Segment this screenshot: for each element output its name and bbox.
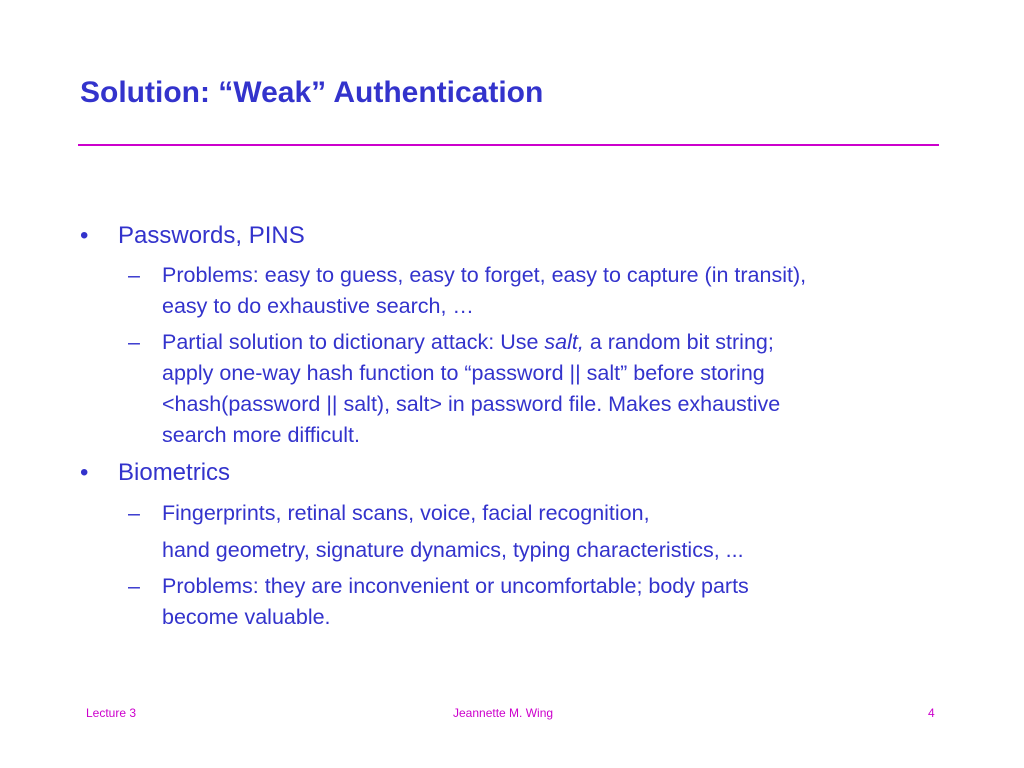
subitem-line: Fingerprints, retinal scans, voice, facial recognition, [162, 501, 650, 525]
title-divider [78, 144, 939, 146]
subitem-marker: – [128, 501, 140, 525]
subitem-text: a random bit string; [583, 330, 774, 354]
slide-title: Solution: “Weak” Authentication [80, 76, 544, 109]
subitem-line: become valuable. [162, 605, 331, 629]
subitem-line [162, 327, 780, 358]
subitem-line: Problems: they are inconvenient or uncomfortable; body parts [162, 574, 749, 598]
footer-page-number: 4 [928, 706, 935, 720]
footer-author: Jeannette M. Wing [453, 706, 554, 720]
bullet-label: Biometrics [118, 459, 231, 486]
subitem-marker: – [128, 263, 140, 287]
subitem-line: search more difficult. [162, 423, 360, 447]
subitem-line: easy to do exhaustive search, … [162, 294, 474, 318]
salt-term: salt, [544, 330, 584, 354]
bullet-label: Passwords, PINS [118, 222, 305, 249]
bullet-marker: • [80, 222, 89, 249]
footer-lecture: Lecture 3 [86, 706, 137, 720]
bullet-marker: • [80, 459, 89, 486]
subitem-line: <hash(password || salt), salt> in password file. Makes exhaustive [162, 392, 781, 416]
subitem-line: apply one-way hash function to “password || salt” before storing [162, 361, 765, 385]
subitem-line: hand geometry, signature dynamics, typing characteristics, ... [162, 538, 744, 562]
subitem-marker: – [128, 330, 140, 354]
subitem-line: Problems: easy to guess, easy to forget, easy to capture (in transit), [162, 263, 807, 287]
subitem-marker: – [128, 574, 140, 598]
subitem-text: Partial solution to dictionary attack: Use [162, 330, 545, 354]
